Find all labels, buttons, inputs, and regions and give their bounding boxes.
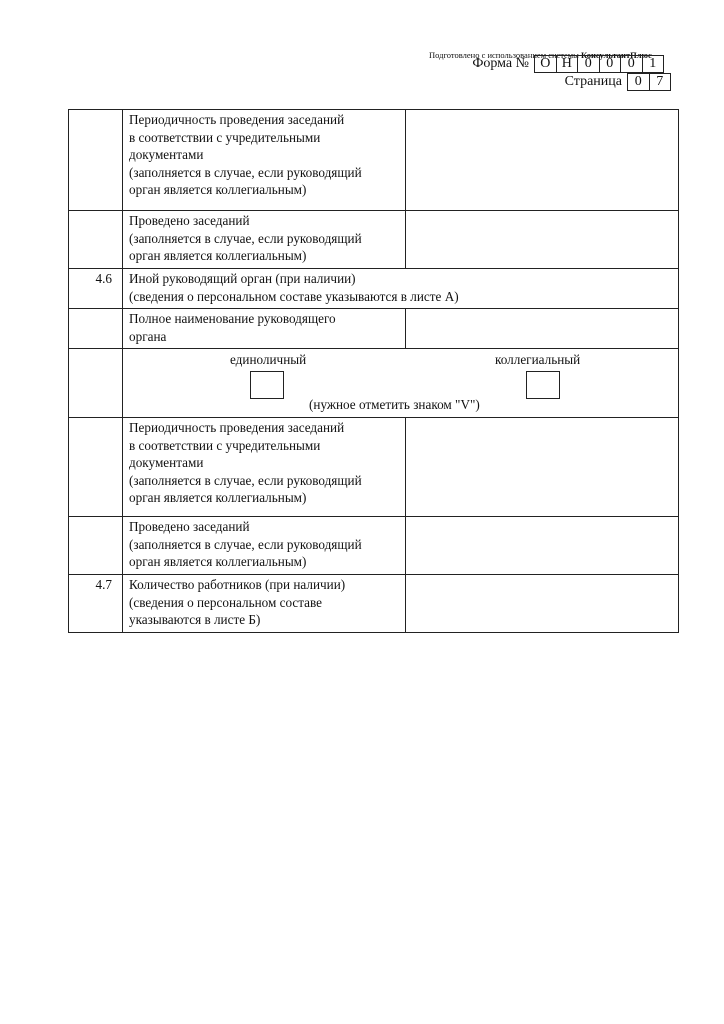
table-row — [69, 349, 679, 418]
section-number-cell — [69, 418, 123, 517]
prepared-brand: КонсультантПлюс — [581, 50, 652, 60]
form-code-cell: 0 — [599, 55, 622, 73]
other-governing-body-heading: Иной руководящий орган (при наличии) (сведения о персональном составе указываются в листе А) — [123, 269, 679, 309]
body-full-name-input[interactable] — [406, 309, 679, 349]
section-number-cell — [69, 211, 123, 269]
form-table — [68, 109, 679, 633]
employee-count-input[interactable] — [406, 575, 679, 633]
table-row — [69, 309, 679, 349]
section-number-cell — [69, 349, 123, 418]
prepared-text: Подготовлено с использованием системы — [429, 50, 579, 60]
section-number-cell — [69, 110, 123, 211]
employee-count-label: Количество работников (при наличии) (сведения о персональном составе указываются в листе Б) — [123, 575, 406, 633]
meeting-frequency-label: Периодичность проведения заседаний в соответствии с учредительными документами (заполняется в случае, если руководящий орган является коллегиальным) — [123, 110, 406, 211]
table-row — [69, 269, 679, 309]
sole-option-label: единоличный — [230, 352, 307, 367]
page-number-row — [555, 73, 671, 91]
form-code-cell: 0 — [577, 55, 600, 73]
meeting-frequency-input[interactable] — [406, 418, 679, 517]
page-number-cell: 7 — [649, 73, 672, 91]
section-number: 4.6 — [69, 269, 123, 309]
body-full-name-label: Полное наименование руководящего органа — [123, 309, 406, 349]
body-type-choice — [123, 349, 679, 418]
form-code-cell: Н — [556, 55, 579, 73]
table-row — [69, 110, 679, 211]
meetings-held-input[interactable] — [406, 517, 679, 575]
form-number-label: Форма № — [472, 56, 529, 71]
meetings-held-label: Проведено заседаний (заполняется в случае, если руководящий орган является коллегиальным) — [123, 517, 406, 575]
sole-option-checkbox[interactable] — [250, 371, 284, 399]
section-number-cell — [69, 309, 123, 349]
section-number-cell — [69, 517, 123, 575]
section-number: 4.7 — [69, 575, 123, 633]
collegial-option-checkbox[interactable] — [526, 371, 560, 399]
form-number-row — [462, 55, 664, 73]
collegial-option-label: коллегиальный — [495, 352, 581, 367]
table-row — [69, 418, 679, 517]
meetings-held-label: Проведено заседаний (заполняется в случае, если руководящий орган является коллегиальным) — [123, 211, 406, 269]
form-code-cell: 0 — [620, 55, 643, 73]
table-row — [69, 211, 679, 269]
form-code-cell: О — [534, 55, 557, 73]
page-number-label: Страница — [564, 74, 622, 89]
form-code-cell: 1 — [642, 55, 665, 73]
meeting-frequency-input[interactable] — [406, 110, 679, 211]
table-row — [69, 575, 679, 633]
meetings-held-input[interactable] — [406, 211, 679, 269]
mark-instruction: (нужное отметить знаком "V") — [309, 397, 480, 412]
page-number-cell: 0 — [627, 73, 650, 91]
table-row — [69, 517, 679, 575]
meeting-frequency-label: Периодичность проведения заседаний в соответствии с учредительными документами (заполняется в случае, если руководящий орган является коллегиальным) — [123, 418, 406, 517]
